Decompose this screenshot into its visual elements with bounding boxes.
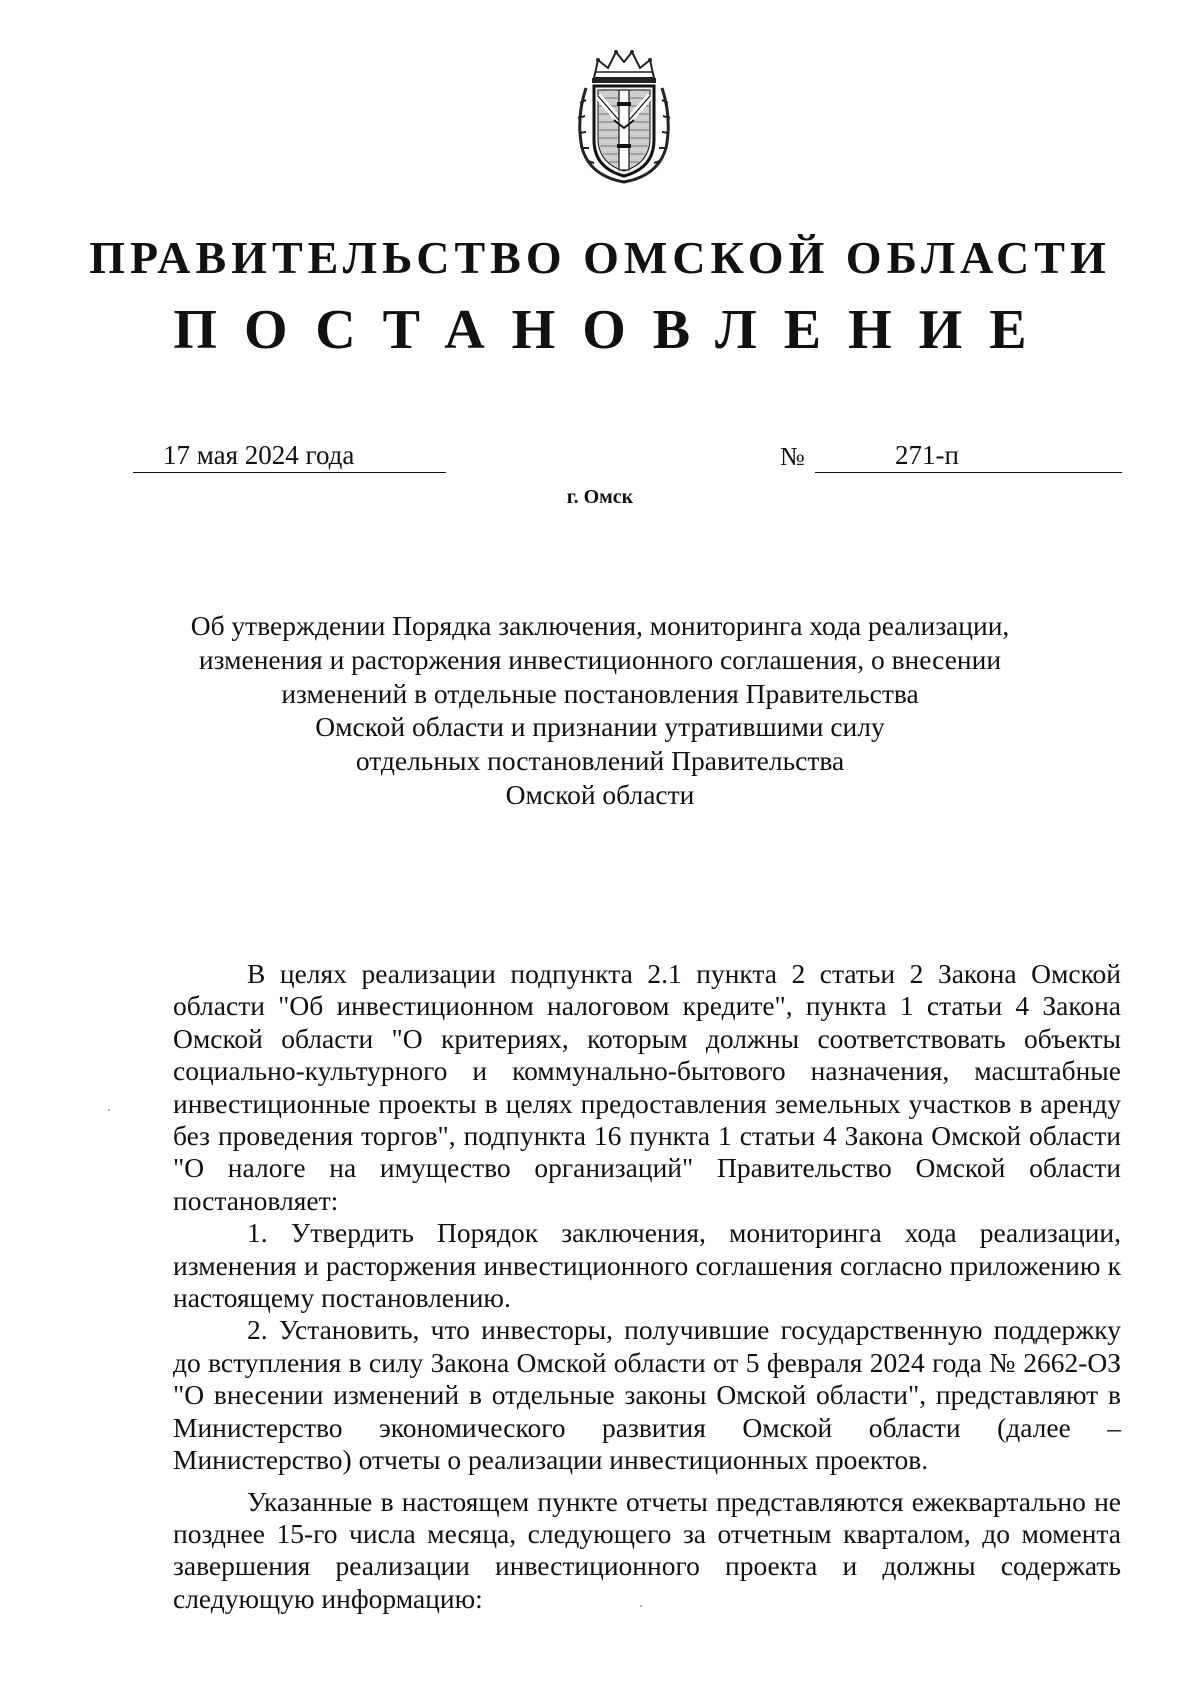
scan-speck — [108, 1109, 110, 1111]
title-line: изменений в отдельные постановления Правительства — [281, 677, 919, 709]
scan-speck — [640, 1605, 642, 1607]
title-line: Омской области — [505, 778, 695, 810]
document-body — [173, 958, 1121, 1615]
document-number: 271-п — [815, 438, 1122, 473]
clause-1-paragraph: 1. Утвердить Порядок заключения, мониторинга хода реализации, изменения и расторжения инвестиционного соглашения согласно приложению к настоящему постановлению. — [173, 1217, 1121, 1314]
title-line: Об утверждении Порядка заключения, мониторинга хода реализации, — [190, 610, 1010, 641]
document-type: ПОСТАНОВЛЕНИЕ — [173, 299, 1054, 361]
omsk-region-coat-of-arms-icon — [572, 48, 676, 184]
document-title — [150, 609, 1050, 812]
title-line: отдельных постановлений Правительства — [355, 745, 845, 777]
government-name: ПРАВИТЕЛЬСТВО ОМСКОЙ ОБЛАСТИ — [89, 232, 1111, 283]
document-date: 17 мая 2024 года — [133, 438, 446, 473]
document-number-label: № — [780, 442, 805, 471]
clause-2-paragraph: 2. Установить, что инвесторы, получившие государственную поддержку до вступления в силу Закона Омской области от 5 февраля 2024 года № 2662-ОЗ "О внесении изменений в отдельные законы Омской области", представляют в Министерство экономического развития Омской области (далее – Министерство) отчеты о реализации инвестиционных проектов. — [173, 1314, 1121, 1476]
title-line: изменения и расторжения инвестиционного соглашения, о внесении — [198, 643, 1002, 675]
document-city: г. Омск — [566, 486, 634, 508]
reporting-requirements-paragraph: Указанные в настоящем пункте отчеты представляются ежеквартально не позднее 15-го числа месяца, следующего за отчетным кварталом, до момента завершения реализации инвестиционного проекта и должны содержать следующую информацию: — [173, 1485, 1121, 1614]
preamble-paragraph: В целях реализации подпункта 2.1 пункта 2 статьи 2 Закона Омской области "Об инвестиционном налоговом кредите", пункта 1 статьи 4 Закона Омской области "О критериях, которым должны соответствовать объекты социально-культурного и коммунально-бытового назначения, масштабные инвестиционные проекты в целях предоставления земельных участков в аренду без проведения торгов", подпункта 16 пункта 1 статьи 4 Закона Омской области "О налоге на имущество организаций" Правительство Омской области постановляет: — [173, 958, 1121, 1216]
title-line: Омской области и признании утратившими силу — [315, 711, 885, 743]
